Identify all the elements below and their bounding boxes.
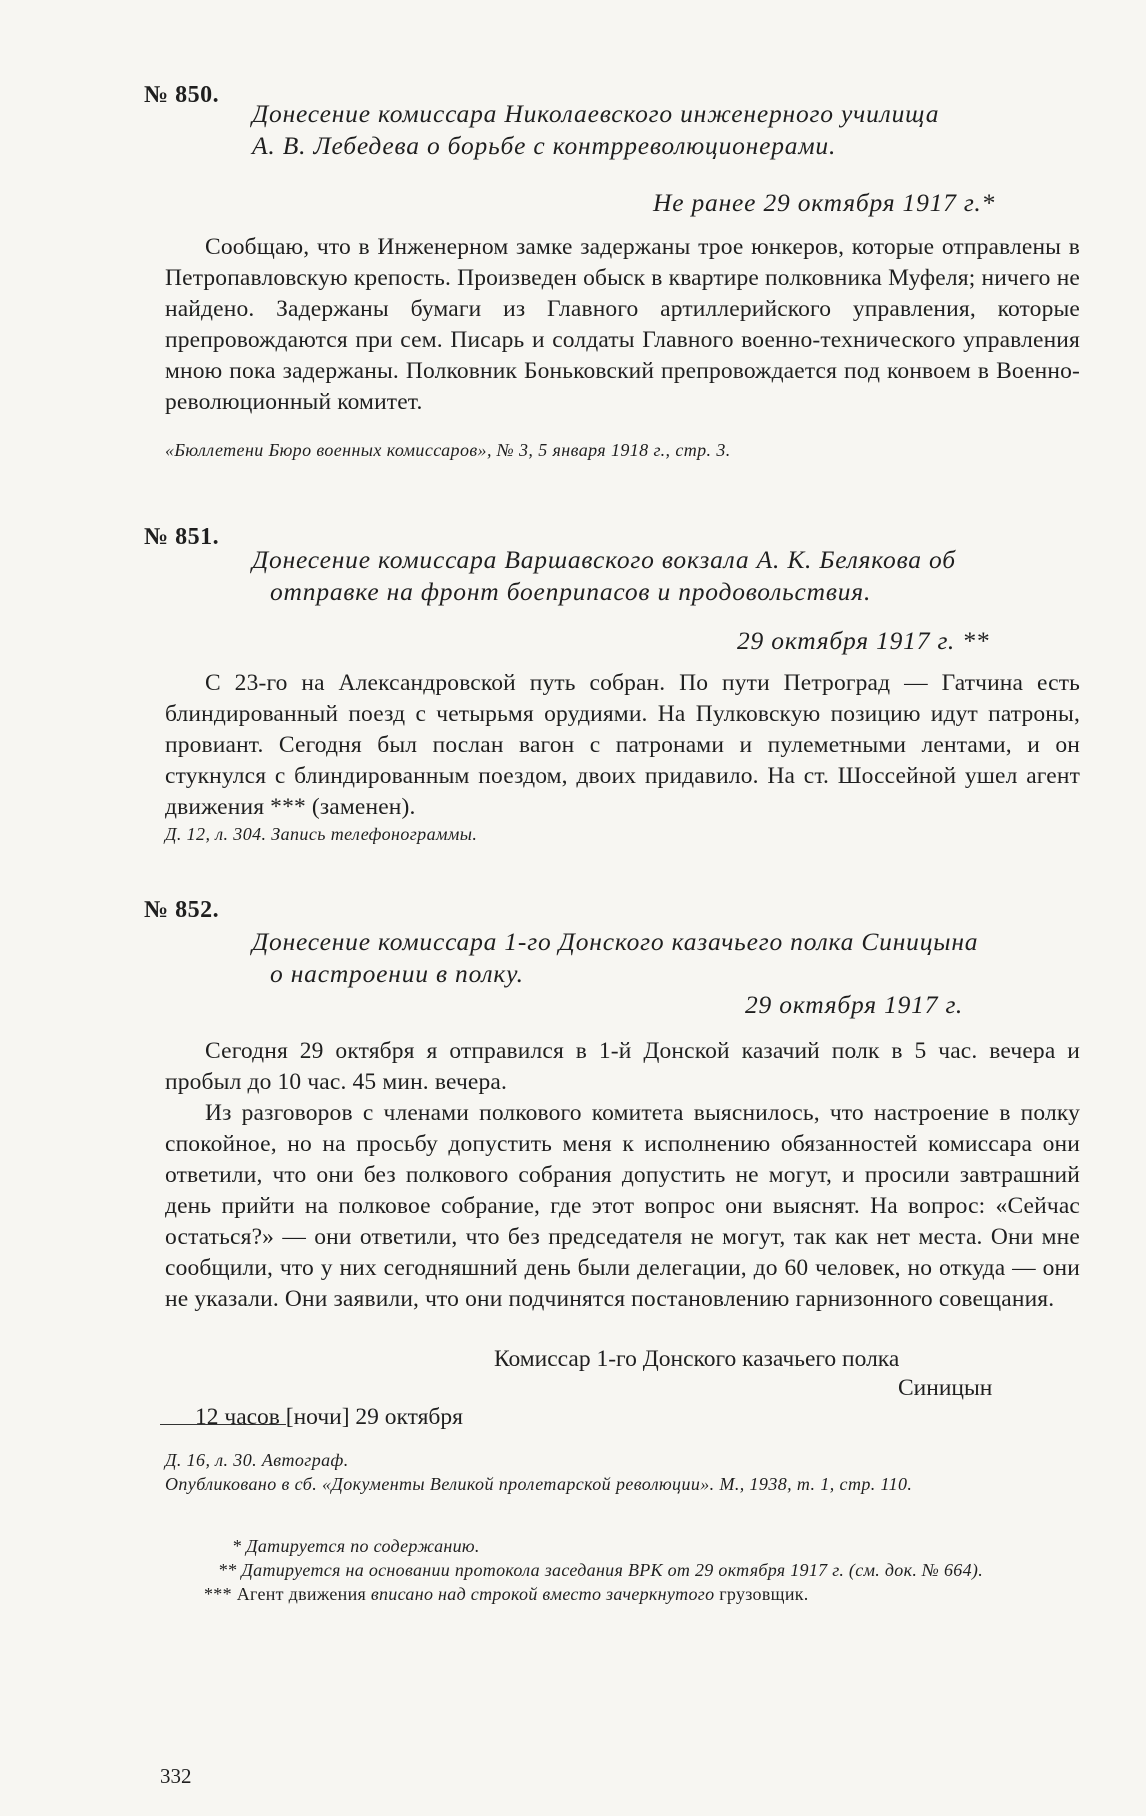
doc-title-852-line2: о настроении в полку. (270, 959, 524, 988)
doc-body-851-text: С 23-го на Александровской путь собран. По пути Петроград — Гатчина есть блиндированный поезд с четырьмя орудиями. На Пулковскую позицию идут патроны, провиант. Сегодня был послан вагон с патронами и пулеметными лентами, и он стукнулся с блиндированным поездом, двоих придавило. На ст. Шоссейной ушел агент движения *** (заменен). (165, 670, 1080, 820)
doc-body-852-p2: Из разговоров с членами полкового комитета выяснилось, что настроение в полку спокойное, но на просьбу допустить меня к исполнению обязанностей комиссара они ответили, что они без полкового собрания допустить не могут, и просили завтрашний день прийти на полковое собрание, где этот вопрос они выяснят. На вопрос: «Сейчас остаться?» — они ответили, что без председателя не могут, так как нет места. Они мне сообщили, что у них сегодняшний день были делегации, до 60 человек, но откуда — они не указали. Они заявили, что они подчинятся постановлению гарнизонного совещания. (165, 1100, 1080, 1312)
doc-body-852 (165, 1036, 1080, 1315)
doc-title-850-line1: Донесение комиссара Николаевского инженерного училища (252, 99, 940, 128)
doc-body-851 (165, 668, 1080, 823)
doc-body-850 (165, 232, 1080, 418)
doc-source-851: Д. 12, л. 304. Запись телефонограммы. (165, 824, 478, 844)
footnote-2: ** Датируется на основании протокола заседания ВРК от 29 октября 1917 г. (см. док. № 664). (218, 1560, 983, 1580)
doc-title-851-line1: Донесение комиссара Варшавского вокзала А. К. Белякова об (252, 545, 956, 574)
doc-number-851: № 851. (144, 524, 220, 550)
doc-date-851: 29 октября 1917 г. ** (737, 626, 990, 655)
doc-title-852-line1: Донесение комиссара 1-го Донского казачьего полка Синицына (252, 927, 979, 956)
signature-name: Синицын (898, 1375, 993, 1401)
footnotes (160, 1534, 1080, 1606)
footnote-3-a: Агент движения (236, 1584, 367, 1604)
footnote-3-c: грузовщик. (719, 1584, 809, 1604)
doc-date-850: Не ранее 29 октября 1917 г.* (653, 188, 996, 217)
footnote-divider (160, 1424, 286, 1425)
doc-number-852: № 852. (144, 897, 220, 923)
doc-source-852-line1: Д. 16, л. 30. Автограф. (165, 1450, 349, 1470)
footnote-3-mark: *** (204, 1584, 232, 1604)
footnote-3-b: вписано над строкой вместо зачеркнутого (370, 1584, 715, 1604)
doc-date-852: 29 октября 1917 г. (745, 990, 964, 1019)
page-number: 332 (160, 1764, 192, 1788)
doc-source-852 (165, 1448, 1080, 1496)
doc-source-852-line2: Опубликовано в сб. «Документы Великой пролетарской революции». М., 1938, т. 1, стр. 110. (165, 1474, 913, 1494)
doc-title-851-line2: отправке на фронт боеприпасов и продовольствия. (270, 577, 872, 606)
doc-body-850-text: Сообщаю, что в Инженерном замке задержаны трое юнкеров, которые отправлены в Петропавловскую крепость. Произведен обыск в квартире полковника Муфеля; ничего не найдено. Задержаны бумаги из Главного артиллерийского управления, которые препровождаются при сем. Писарь и солдаты Главного военно-технического управления мною пока задержаны. Полковник Боньковский препровождается под конвоем в Военно-революционный комитет. (165, 234, 1080, 415)
footnote-1: * Датируется по содержанию. (232, 1536, 480, 1556)
time-note: 12 часов [ночи] 29 октября (195, 1404, 463, 1430)
doc-body-852-p1: Сегодня 29 октября я отправился в 1-й Донской казачий полк в 5 час. вечера и пробыл до 10 час. 45 мин. вечера. (165, 1038, 1080, 1095)
doc-number-850: № 850. (144, 82, 220, 108)
footnote-3 (160, 1582, 1080, 1606)
doc-source-850: «Бюллетени Бюро военных комиссаров», № 3, 5 января 1918 г., стр. 3. (165, 440, 731, 460)
signature-title: Комиссар 1-го Донского казачьего полка (494, 1346, 900, 1372)
doc-title-850-line2: А. В. Лебедева о борьбе с контрреволюционерами. (252, 131, 837, 160)
